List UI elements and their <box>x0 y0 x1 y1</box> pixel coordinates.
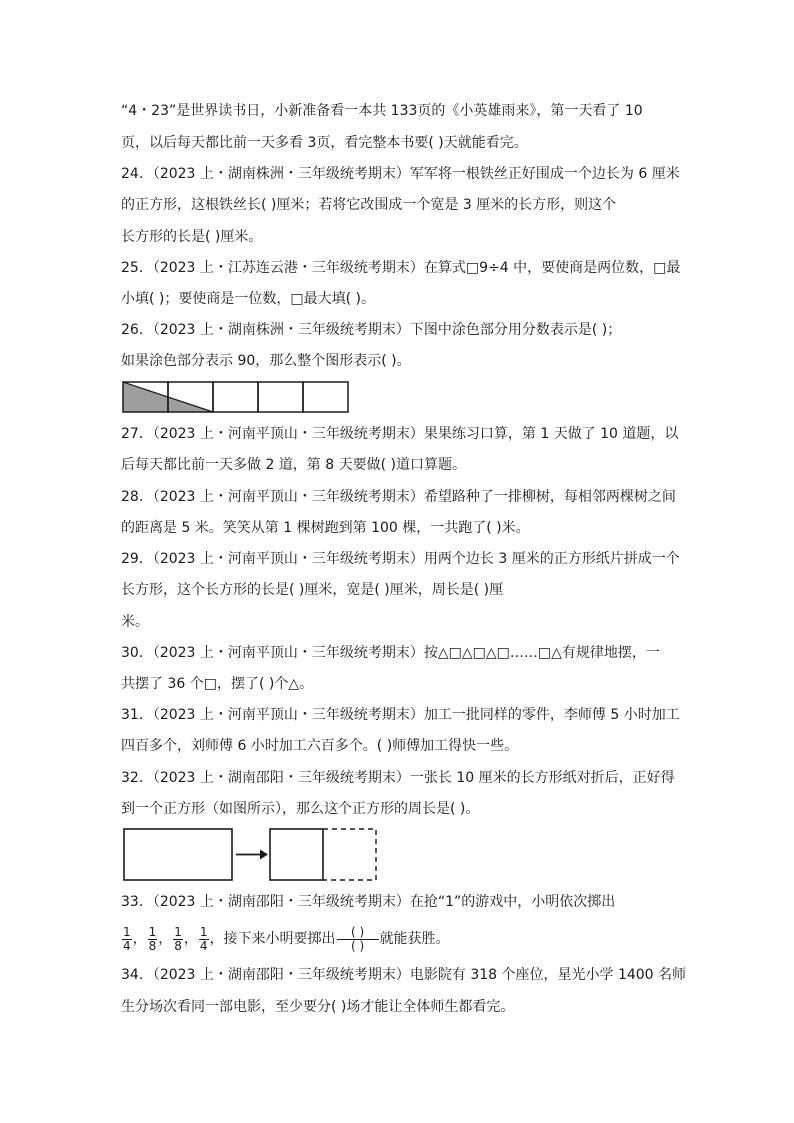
q32-line-2: 到一个正方形（如图所示），那么这个正方形的周长是( )。 <box>121 801 480 817</box>
q33-line-1: 33．（2023 上・湖南邵阳・三年级统考期末）在抢“1”的游戏中，小明依次掷出 <box>121 894 616 910</box>
fraction: $\frac{1}{8}$ <box>174 924 182 953</box>
q26-line-2: 如果涂色部分表示 90，那么整个图形表示( )。 <box>121 353 411 369</box>
q23-line-2: 页，以后每天都比前一天多看 3页，看完整本书要( )天就能看完。 <box>121 135 528 151</box>
q23-line-1: “4・23”是世界读书日，小新准备看一本共 133页的《小英雄雨来》，第一天看了 10 <box>121 103 643 119</box>
q28-line-2: 的距离是 5 米。笑笑从第 1 棵树跑到第 100 棵，一共跑了( )米。 <box>121 520 530 536</box>
q29-line-1: 29．（2023 上・河南平顶山・三年级统考期末）用两个边长 3 厘米的正方形纸片拼成一个 <box>121 551 680 567</box>
q27-line-2: 后每天都比前一天多做 2 道，第 8 天要做( )道口算题。 <box>121 457 466 473</box>
q29-line-3: 米。 <box>121 614 149 630</box>
q24-line-2: 的正方形，这根铁丝长( )厘米；若将它改围成一个宽是 3 厘米的长方形，则这个 <box>121 197 617 213</box>
q31-line-1: 31．（2023 上・河南平顶山・三年级统考期末）加工一批同样的零件，李师傅 5 小时加工 <box>121 707 680 723</box>
q26-line-1: 26．（2023 上・湖南株洲・三年级统考期末）下图中涂色部分用分数表示是( )； <box>121 322 622 338</box>
folded-square <box>270 829 323 880</box>
q34-line-1: 34．（2023 上・湖南邵阳・三年级统考期末）电影院有 318 个座位，星光小学 1400 名师 <box>121 967 687 983</box>
q28-line-1: 28．（2023 上・河南平顶山・三年级统考期末）希望路种了一排柳树，每相邻两棵树之间 <box>121 489 676 505</box>
folded-half-dashed <box>323 829 376 880</box>
q31-line-2: 四百多个，刘师傅 6 小时加工六百多个。( )师傅加工得快一些。 <box>121 738 519 754</box>
q27-line-1: 27．（2023 上・河南平顶山・三年级统考期末）果果练习口算，第 1 天做了 10 道题，以 <box>121 426 679 442</box>
fraction: $\frac{1}{8}$ <box>148 924 157 953</box>
strip-cell <box>258 382 303 412</box>
q30-line-2: 共摆了 36 个□，摆了( )个△。 <box>121 676 314 692</box>
strip-cell <box>303 382 348 412</box>
strip-cell <box>213 382 258 412</box>
q26-strip-figure <box>121 380 351 414</box>
q33-end-text: 就能获胜。 <box>379 931 450 947</box>
q24-line-3: 长方形的长是( )厘米。 <box>121 229 263 245</box>
q25-line-1: 25．（2023 上・江苏连云港・三年级统考期末）在算式□9÷4 中，要使商是两位数，□最 <box>121 260 681 276</box>
long-rectangle <box>124 829 232 880</box>
fraction: $\frac{1}{4}$ <box>123 924 131 953</box>
q30-line-1: 30．（2023 上・河南平顶山・三年级统考期末）按△□△□△□……□△有规律地摆，一 <box>121 645 660 661</box>
q24-line-1: 24．（2023 上・湖南株洲・三年级统考期末）军军将一根铁丝正好围成一个边长为 6 厘米 <box>121 166 680 182</box>
arrow-head-icon <box>260 850 268 860</box>
q32-fold-figure <box>121 826 383 884</box>
q33-middle-text: ，接下来小明要掷出 <box>209 931 336 947</box>
q34-line-2: 生分场次看同一部电影，至少要分( )场才能让全体师生都看完。 <box>121 999 515 1015</box>
q33-line-2: $\frac{1}{4}$ ， $\frac{1}{8}$ ， $\frac{1}{8}$ ， $\frac{1}{4}$ ，接下来小明要掷出 $\frac{( )}{( )}$ 就能获胜。 <box>123 924 450 953</box>
q29-line-2: 长方形，这个长方形的长是( )厘米，宽是( )厘米，周长是( )厘 <box>121 582 504 598</box>
q32-line-1: 32．（2023 上・湖南邵阳・三年级统考期末）一张长 10 厘米的长方形纸对折后，正好得 <box>121 770 675 786</box>
q25-line-2: 小填( )；要使商是一位数，□最大填( )。 <box>121 291 375 307</box>
fraction: $\frac{1}{4}$ <box>199 924 208 953</box>
answer-fraction-blank: $\frac{( )}{( )}$ <box>337 926 379 953</box>
